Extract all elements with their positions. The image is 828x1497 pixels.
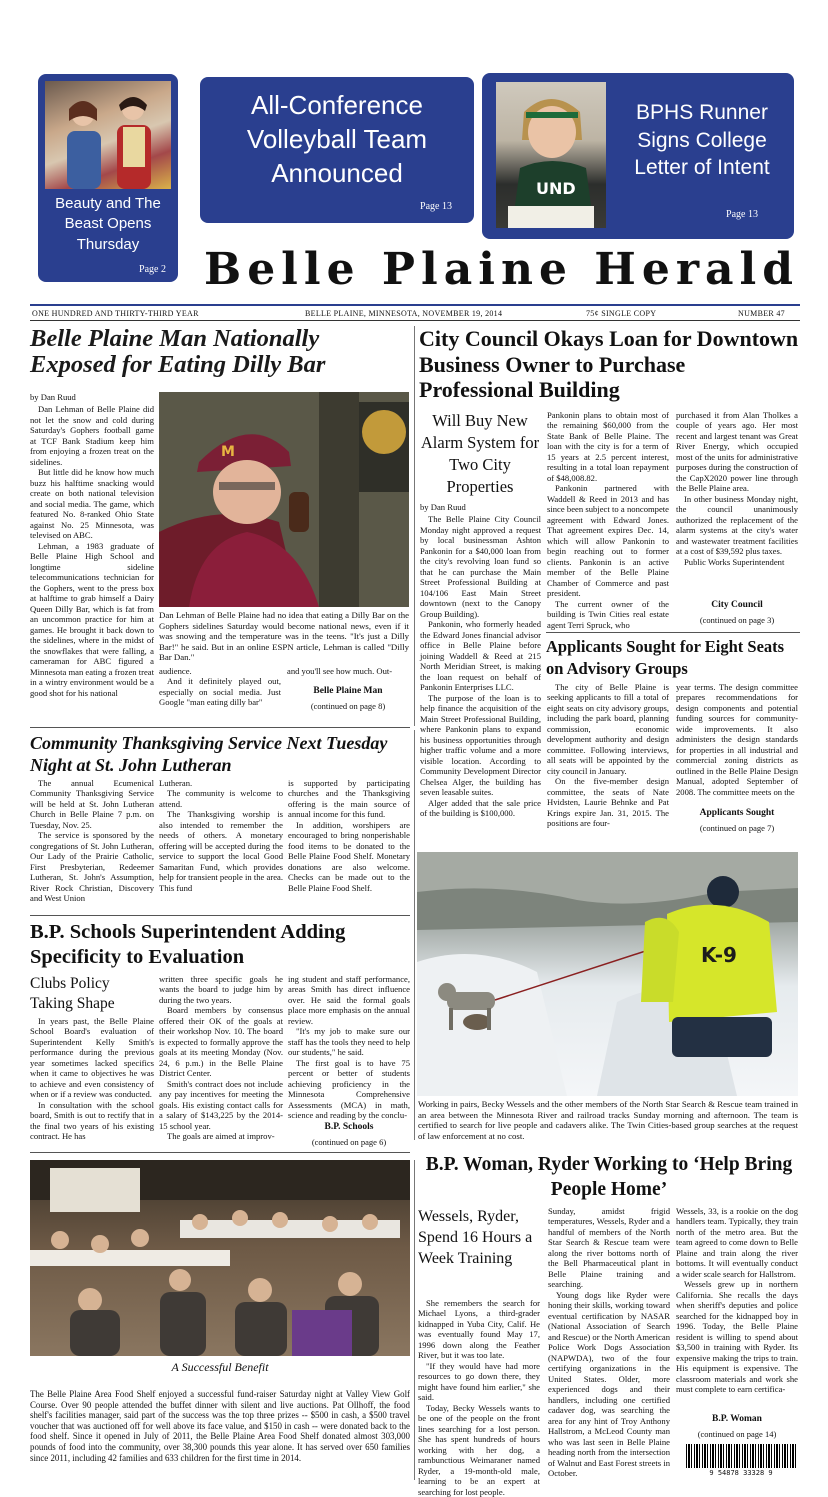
loan-headline: City Council Okays Loan for Downtown Business Owner to Purchase Professional Building — [419, 326, 799, 403]
svg-text:M: M — [221, 444, 235, 460]
promo-runner-title: BPHS Runner Signs College Letter of Intent — [634, 101, 770, 180]
section-divider — [30, 727, 410, 728]
dilly-paragraph: And it definitely played out, especially on social media. Just Google "man eating dilly bar" — [159, 676, 281, 708]
masthead-top-rule — [30, 304, 800, 306]
woman-column-3 — [676, 1206, 798, 1410]
schools-column-3 — [288, 974, 410, 1120]
loan-paragraph: Public Works Superintendent — [684, 556, 785, 567]
dilly-column-3 — [287, 666, 409, 680]
schools-jump-title: B.P. Schools — [324, 1122, 374, 1132]
dilly-byline: by Dan Ruud — [30, 392, 76, 402]
column-divider — [414, 326, 415, 726]
woman-column-2 — [548, 1206, 670, 1478]
runner-signing-icon — [496, 82, 606, 228]
column-divider — [414, 1160, 415, 1480]
loan-jump[interactable] — [676, 600, 798, 628]
schools-paragraph: written three specific goals he wants the board to judge him by during the two years. — [159, 974, 283, 1005]
promo-runner-page: Page 13 — [726, 209, 758, 220]
woman-paragraph: Wessels grew up in northern California. She recalls the days when sheriff's deputies and police searched for the kidnapped boy in 1996. Today, the Belle Plaine resident is willing to spend about $3,500 in training with Ryder. Its expensive making the trips to train. His equipment is expensive. The classroom materials and work she must complete to earn certifica- — [676, 1279, 798, 1395]
woman-jump-page: (continued on page 14) — [697, 1429, 777, 1439]
schools-paragraph: In years past, the Belle Plaine School Board's evaluation of Superintendent Kelly Smith's performance during the previous year sometimes lacked specifics when it came to objectives he was to achieve and even consistency of when or if a review was conducted. — [30, 1016, 154, 1100]
woman-jump[interactable] — [676, 1414, 798, 1442]
dilly-paragraph: Dan Lehman of Belle Plaine did not let the snow and cold during Saturday's Gophers football game at TCF Bank Stadium keep him from enjoying a frozen treat on the sidelines. — [30, 404, 154, 467]
loan-paragraph: Pankonin, who formerly headed the Edward Jones financial advisor office in Belle Plaine before joining Waddell & Reed at 215 North Meridian Street, is making the loan request on behalf of Pankonin Enterprises LLC. — [420, 619, 541, 693]
thanksgiving-paragraph: The service is sponsored by the congregations of St. John Lutheran, Our Lady of the Prairie Catholic, First Presbyterian, Redeemer Lutheran, St. John's Assumption, River Rock Christian, Discovery and West Union — [30, 830, 154, 904]
dilly-jump-page: (continued on page 8) — [310, 701, 386, 711]
advisory-jump-title: Applicants Sought — [699, 808, 775, 818]
loan-paragraph: Pankonin partnered with Waddell & Reed in 2013 and has since been subject to a noncompete agreement with Edward Jones. That agreement expires Dec. 14, which will allow Pankonin to begin reaching out to former clients. Pankonin is an active member of the Belle Plaine Chamber of Commerce and past president. — [547, 483, 669, 599]
dilly-headline: Belle Plaine Man Nationally Exposed for Eating Dilly Bar — [30, 325, 326, 379]
loan-paragraph: The purpose of the loan is to help finance the acquisition of the Main Street Professional Building, where Pankonin plans to expand his business opportunities through higher traffic volume and a more visible location. According to Community Development Director Chelsea Alger, the building has seven leasable suites. — [420, 692, 541, 798]
schools-paragraph: ing student and staff performance, areas Smith has direct influence over. He said the formal goals place more emphasis on the annual review. — [288, 974, 410, 1026]
thanksgiving-column-2 — [159, 778, 283, 914]
loan-column-3 — [676, 410, 798, 600]
schools-paragraph: The goals are aimed at improv- — [167, 1131, 275, 1142]
advisory-paragraph: On the five-member design committee, the seats of Nate Hvidsten, Laurie Behnke and Pat Krings expire Jan. 31, 2015. The positions are four- — [547, 776, 669, 829]
dilly-photo-caption: Dan Lehman of Belle Plaine had no idea that eating a Dilly Bar on the Gophers sidelines Saturday would become national news, even if it was snowing and the temperature was in the teens. "It's just a Dilly Bar!" he said. But in an online ESPN article, Lehman is called "Dilly Bar Dan." — [159, 610, 409, 663]
barcode-digits: 9 54878 33328 9 — [682, 1469, 800, 1477]
woman-column-1 — [418, 1298, 540, 1497]
dilly-paragraph: and you'll see how much. Out- — [287, 666, 393, 676]
schools-jump-page: (continued on page 6) — [311, 1137, 387, 1147]
loan-deck: Will Buy New Alarm System for Two City Properties — [420, 411, 540, 497]
loan-column-2 — [547, 410, 669, 632]
woman-paragraph: "If they would have had more resources to go down there, they might have found him earlier," she said. — [418, 1360, 540, 1403]
dateline-year: ONE HUNDRED AND THIRTY-THIRD YEAR — [32, 309, 199, 318]
promo-volleyball-title: All-Conference Volleyball Team Announced — [246, 90, 428, 188]
thanksgiving-column-3 — [288, 778, 410, 914]
loan-byline: by Dan Ruud — [420, 502, 466, 512]
thanksgiving-paragraph: The annual Ecumenical Community Thanksgiving Service will be held at St. John Lutheran Church in Belle Plaine 7 p.m. on Tuesday, Nov. 25. — [30, 778, 154, 830]
loan-jump-title: City Council — [711, 600, 763, 610]
woman-paragraph: Wessels, 33, is a rookie on the dog handlers team. Typically, they train north of the metro area. But the team agreed to come down to Belle Plaine and train along the river bottoms. It will eventually conduct a wider scale search for Hallstrom. — [676, 1206, 798, 1279]
woman-deck: Wessels, Ryder, Spend 16 Hours a Week Training — [418, 1208, 533, 1268]
dilly-jump[interactable] — [287, 686, 409, 714]
woman-paragraph: Sunday, amidst frigid temperatures, Wessels, Ryder and a handful of members of the North Star Search & Rescue team were along the river bottoms north of the Bell Pharmaceutical plant in Belle Plaine training and searching. — [548, 1206, 670, 1290]
schools-paragraph: Smith's contract does not include any pay incentives for meeting the goals. His existing contact calls for a salary of $143,225 by the 2014-15 school year. — [159, 1078, 283, 1131]
woman-headline: B.P. Woman, Ryder Working to ‘Help Bring People Home’ — [425, 1154, 793, 1201]
schools-paragraph: Board members by consensus offered their OK of the goals at their workshop Nov. 10. The board is expected to formally approve the goals at its meeting Monday (Nov. 24, 6 p.m.) in the Belle Plaine District Center. — [159, 1005, 283, 1079]
loan-column-1 — [420, 502, 541, 832]
promo-beauty-title: Beauty and The Beast Opens Thursday — [55, 195, 161, 253]
schools-deck: Clubs Policy Taking Shape — [30, 975, 115, 1013]
loan-jump-page: (continued on page 3) — [699, 615, 775, 625]
thanksgiving-paragraph: The Thanksgiving worship is also intended to remember the needs of others. A monetary offering will be accepted during the service to support the local Good Samaritan Fund, which provides help for transient people in the area. This fund — [159, 809, 283, 893]
masthead-title: Belle Plaine Herald — [204, 244, 799, 295]
barcode — [686, 1444, 796, 1468]
advisory-column-1 — [547, 682, 669, 834]
man-eating-dilly-bar-icon — [159, 392, 409, 607]
thanksgiving-paragraph: In addition, worshipers are encouraged to bring nonperishable food items to be donated to the Belle Plaine Food Shelf. Monetary donations are also welcome. Checks can be made out to the Belle Plaine Food Shelf. — [288, 819, 410, 893]
schools-paragraph: "It's my job to make sure our staff has the tools they need to help our students," he said. — [288, 1026, 410, 1058]
section-divider — [546, 632, 800, 633]
schools-headline: B.P. Schools Superintendent Adding Specificity to Evaluation — [30, 921, 346, 969]
section-divider — [30, 1152, 410, 1153]
svg-text:UND: UND — [536, 179, 576, 198]
promo-runner-photo — [496, 82, 606, 228]
loan-paragraph: The Belle Plaine City Council Monday night approved a request by local businessman Ashton Pankonin for a $40,000 loan from the city's revolving loan fund so that he can purchase the Main Street Professional Building at 104/106 East Main Street downtown (next to the Canopy Group Building). — [420, 514, 541, 619]
thanksgiving-column-1 — [30, 778, 154, 914]
dilly-paragraph: audience. — [159, 666, 192, 676]
section-divider — [30, 915, 410, 916]
loan-paragraph: Alger added that the sale price of the building is $100,000. — [420, 797, 541, 819]
promo-runner[interactable] — [482, 73, 794, 239]
promo-beauty[interactable] — [38, 74, 178, 282]
benefit-caption-title: A Successful Benefit — [171, 1360, 269, 1374]
dilly-paragraph: But little did he know how much buzz his halftime snacking would create on both national television and social media. The game, which featured No. 8-ranked Ohio State against No. 25 Minnesota, was televised on ABC. — [30, 467, 154, 541]
vest-label: K-9 — [701, 943, 737, 967]
loan-paragraph: purchased it from Alan Tholkes a couple of years ago. Her most recent and largest tenant was Great River Energy, which occupied most of the units for administrative purposes during the construction of the CapX2020 power line through the Belle Plaine area. — [676, 410, 798, 494]
search-dog-handler-icon — [417, 852, 798, 1096]
thanksgiving-paragraph: is supported by participating churches and the Thanksgiving offering is the main source of annual income for this fund. — [288, 778, 410, 820]
search-rescue-photo — [417, 852, 798, 1096]
benefit-photo — [30, 1160, 410, 1356]
dilly-paragraph: Lehman, a 1983 graduate of Belle Plaine High School and longtime sideline telecommunications technician for the Gophers, went to the press box at halftime to grab himself a Dairy Queen Dilly Bar, which is fat from an uncommon practice for him at games. He brought it back down to the sidelines, where in the midst of the snowflakes that were falling, a cameraman for ABC figured a Minnesota man eating a frozen treat in a wintry environment would be a good shot for his national — [30, 540, 154, 698]
column-divider — [414, 730, 415, 1140]
loan-paragraph: The current owner of the building is Twin Cities real estate agent Terri Spruck, who — [547, 598, 669, 630]
dateline-number: NUMBER 47 — [738, 309, 785, 318]
woman-paragraph: Young dogs like Ryder were honing their skills, working toward eventual certification by NASAR (National Association of Search and Rescue) or the North American Police Work Dogs Association (NAPWDA), two of the four certifying organizations in the United States. Older, more experienced dogs and their handlers, including one certified cadaver dog, was searching the area for any hint of Troy Anthony Hallstrom, a McLeod County man who was last seen in Belle Plaine heading north from the intersection of Walnut and East Forest streets in October. — [548, 1289, 670, 1479]
promo-beauty-photo — [45, 81, 171, 189]
dateline-price: 75¢ SINGLE COPY — [586, 309, 657, 318]
thanksgiving-paragraph: Lutheran. — [159, 778, 193, 788]
advisory-jump[interactable] — [676, 808, 798, 836]
advisory-paragraph: The city of Belle Plaine is seeking applicants to fill a total of eight seats on city advisory groups, including the park board, planning commission, economic development authority and design committee. Following interviews, all seats will be appointed by the city council in January. — [547, 682, 669, 776]
thanksgiving-headline: Community Thanksgiving Service Next Tuesday Night at St. John Lutheran — [30, 733, 388, 775]
dateline-place-date: BELLE PLAINE, MINNESOTA, NOVEMBER 19, 2014 — [305, 309, 503, 318]
dilly-column-1 — [30, 392, 154, 714]
banquet-crowd-icon — [30, 1160, 410, 1356]
advisory-headline: Applicants Sought for Eight Seats on Advisory Groups — [546, 637, 785, 679]
schools-paragraph: The first goal is to have 75 percent or better of students achieving proficiency in the Minnesota Comprehensive Assessments (MCA) in math, science and reading by the conclu- — [288, 1057, 410, 1121]
advisory-paragraph: year terms. The design committee prepares recommendations for design components and potential funding sources for community-wide improvements. It also administers the design standards for properties in all industrial and commercial zoning districts as outlined in the Belle Plaine Design Manual, adopted September of 2008. The committee meets on the — [676, 682, 798, 797]
loan-paragraph: Pankonin plans to obtain most of the remaining $60,000 from the State Bank of Belle Plaine. The loan with the city is for a term of 15 years at 2.5 percent interest, resulting in a total loan repayment of $48,008.82. — [547, 410, 669, 483]
loan-paragraph: In other business Monday night, the council unanimously authorized the replacement of the alarm systems at the city's water and wastewater treatment facilities at a cost of $39,592 plus taxes. — [676, 493, 798, 557]
thanksgiving-paragraph: The community is welcome to attend. — [159, 788, 283, 809]
benefit-caption: The Belle Plaine Area Food Shelf enjoyed a successful fund-raiser Saturday night at Valley View Golf Course. Over 90 people attended the buffet dinner with silent and live auctions. Pat Ollhoff, the food shelf's facilities manager, said part of the success was the top three prizes -- $500 in cash, a $500 travel voucher that was auctioned off for well above its face value, and $150 in cash -- were donated back to the food shelf. Since it opened in July of 2011, the Belle Plaine Area Food Shelf donated almost 303,000 pounds of food into the community, over 38,300 pounds this year alone. It has served over 650 families since 2011, including 42 families and 633 children for the first time in 2014. — [30, 1389, 410, 1463]
promo-beauty-page: Page 2 — [139, 264, 166, 275]
schools-paragraph: In consultation with the school board, Smith is out to rectify that in the final two years of his existing contract. He has — [30, 1099, 154, 1142]
dilly-jump-title: Belle Plaine Man — [313, 686, 383, 696]
promo-volleyball[interactable] — [200, 77, 474, 223]
woman-paragraph: Today, Becky Wessels wants to be one of the people on the front lines searching for a lost person. She has spent hundreds of hours working with her dog, a rambunctious Weimaraner named Ryder, a 19-month-old male, learning to be an expert at searching for lost people. — [418, 1402, 540, 1497]
schools-column-2 — [159, 974, 283, 1150]
masthead-bottom-rule — [30, 320, 800, 321]
dilly-photo — [159, 392, 409, 607]
costume-figures-icon — [45, 81, 171, 189]
schools-jump[interactable] — [288, 1122, 410, 1150]
search-rescue-caption: Working in pairs, Becky Wessels and the other members of the North Star Search & Rescue team trained in an area between the Minnesota River and railroad tracks Sunday morning and afternoon. The team is certified to search for live people and cadavers alike. The Twin Cities-based group searches at the request of law enforcement at no cost. — [418, 1099, 798, 1141]
woman-jump-title: B.P. Woman — [712, 1414, 762, 1424]
advisory-column-2 — [676, 682, 798, 806]
dilly-column-2 — [159, 666, 281, 714]
promo-volleyball-page: Page 13 — [420, 201, 452, 212]
schools-column-1 — [30, 1016, 154, 1152]
advisory-jump-page: (continued on page 7) — [699, 823, 775, 833]
woman-paragraph: She remembers the search for Michael Lyons, a third-grader kidnapped in Yuba City, Calif. He was eventually found May 17, 1996 down along the Feather River, but it was too late. — [418, 1298, 540, 1361]
